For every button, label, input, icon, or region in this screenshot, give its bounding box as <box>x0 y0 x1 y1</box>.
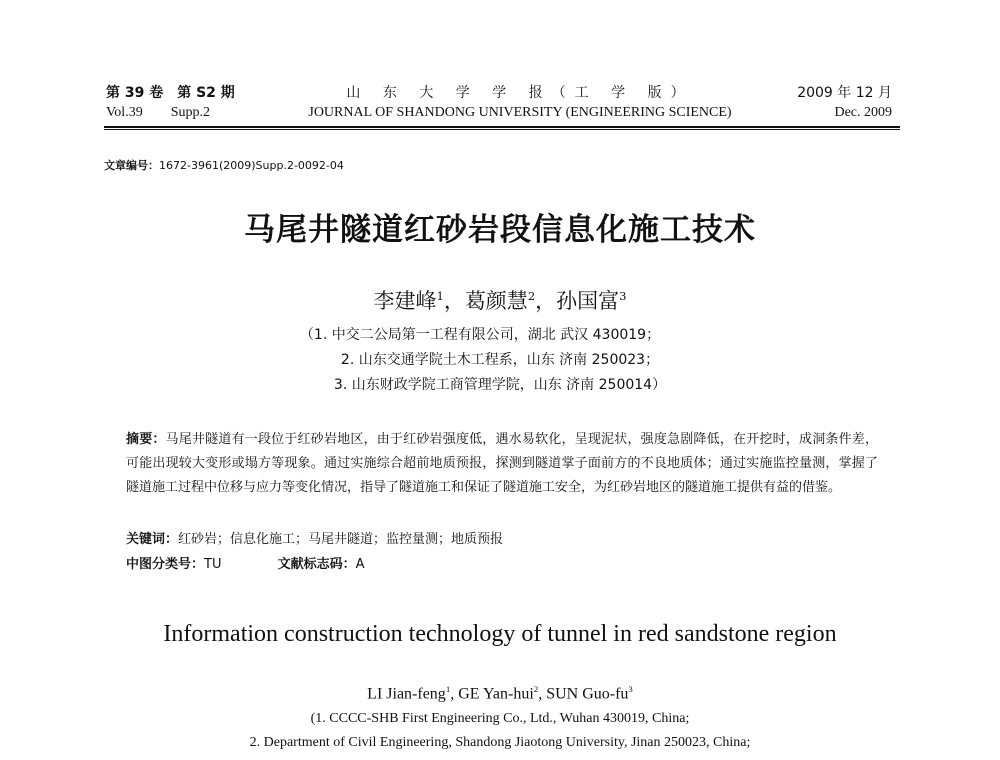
author-affiliation-mark: 1 <box>436 289 444 303</box>
authors-cn: 李建峰$^1$，葛颜慧$^2$，孙国富$^3$ <box>373 289 627 313</box>
keywords-text: 红砂岩；信息化施工；马尾井隧道；监控量测；地质预报 <box>178 532 504 547</box>
author-name-en: LI Jian-feng <box>367 685 446 703</box>
header-rule-thin <box>104 129 900 130</box>
document-code-label: 文献标志码： <box>277 557 356 572</box>
abstract-label: 摘要： <box>126 432 166 447</box>
header-volume-en: Vol.39 Supp.2 <box>106 105 210 120</box>
keywords-label: 关键词： <box>126 532 179 547</box>
header-rule <box>104 126 900 128</box>
author-name-en: SUN Guo-fu <box>546 685 629 703</box>
affiliation-cn: （1. 中交二公局第一工程有限公司，湖北 武汉 430019； <box>299 327 661 343</box>
affiliation-en: 2. Department of Civil Engineering, Shandong Jiaotong University, Jinan 250023, China; <box>249 735 751 750</box>
header-date <box>797 83 892 123</box>
abstract <box>126 428 878 500</box>
classification <box>126 553 365 572</box>
journal-name-cn: 山 东 大 学 学 报（工 学 版） <box>346 85 694 101</box>
author-name: 葛颜慧 <box>464 289 528 313</box>
article-number <box>104 157 344 173</box>
header-volume-cn: 第 39 卷 第 S2 期 <box>106 85 235 101</box>
authors-en: LI Jian-feng$^1$, GE Yan-hui$^2$, SUN Guo-$fu^3$ <box>367 684 633 703</box>
header-date-cn: 2009 年 12 月 <box>797 85 892 101</box>
header-date-en: Dec. 2009 <box>834 105 892 120</box>
document-code-value: A <box>355 557 365 572</box>
author-name-en: GE Yan-hui <box>458 685 534 703</box>
author-affiliation-mark: 3 <box>619 289 627 303</box>
author-name: 李建峰 <box>373 289 437 313</box>
keywords <box>126 528 503 547</box>
author-affiliation-mark: 2 <box>533 684 539 694</box>
paper-title-cn: 马尾井隧道红砂岩段信息化施工技术 <box>244 212 756 248</box>
affiliation-cn: 3. 山东财政学院工商管理学院，山东 济南 250014） <box>333 377 667 393</box>
author-name: 孙国富 <box>556 289 620 313</box>
header-journal <box>300 83 740 123</box>
abstract-text: 马尾井隧道有一段位于红砂岩地区，由于红砂岩强度低，遇水易软化，呈现泥状，强度急剧降低，在开挖时，成洞条件差，可能出现较大变形或塌方等现象。通过实施综合超前地质预报，探测到隧道掌子面前方的不良地质体；通过实施监控量测，掌握了隧道施工过程中位移与应力等变化情况，指导了隧道施工和保证了隧道施工安全，为红砂岩地区的隧道施工提供有益的借鉴。 <box>126 432 878 495</box>
affiliation-cn: 2. 山东交通学院土木工程系，山东 济南 250023； <box>340 352 660 368</box>
header-volume <box>106 83 235 123</box>
author-affiliation-mark: 3 <box>628 684 633 694</box>
classification-value: TU <box>204 557 222 572</box>
article-number-value: 1672-3961(2009)Supp.2-0092-04 <box>159 159 344 172</box>
journal-name-en: JOURNAL OF SHANDONG UNIVERSITY (ENGINEERING SCIENCE) <box>308 105 732 120</box>
author-affiliation-mark: 2 <box>527 289 536 303</box>
classification-label: 中图分类号： <box>126 557 205 572</box>
affiliation-en: (1. CCCC-SHB First Engineering Co., Ltd., Wuhan 430019, China; <box>310 711 690 726</box>
article-number-label: 文章编号： <box>104 159 159 172</box>
author-affiliation-mark: 1 <box>445 684 451 694</box>
paper-title-en: Information construction technology of tunnel in red sandstone region <box>163 621 837 647</box>
